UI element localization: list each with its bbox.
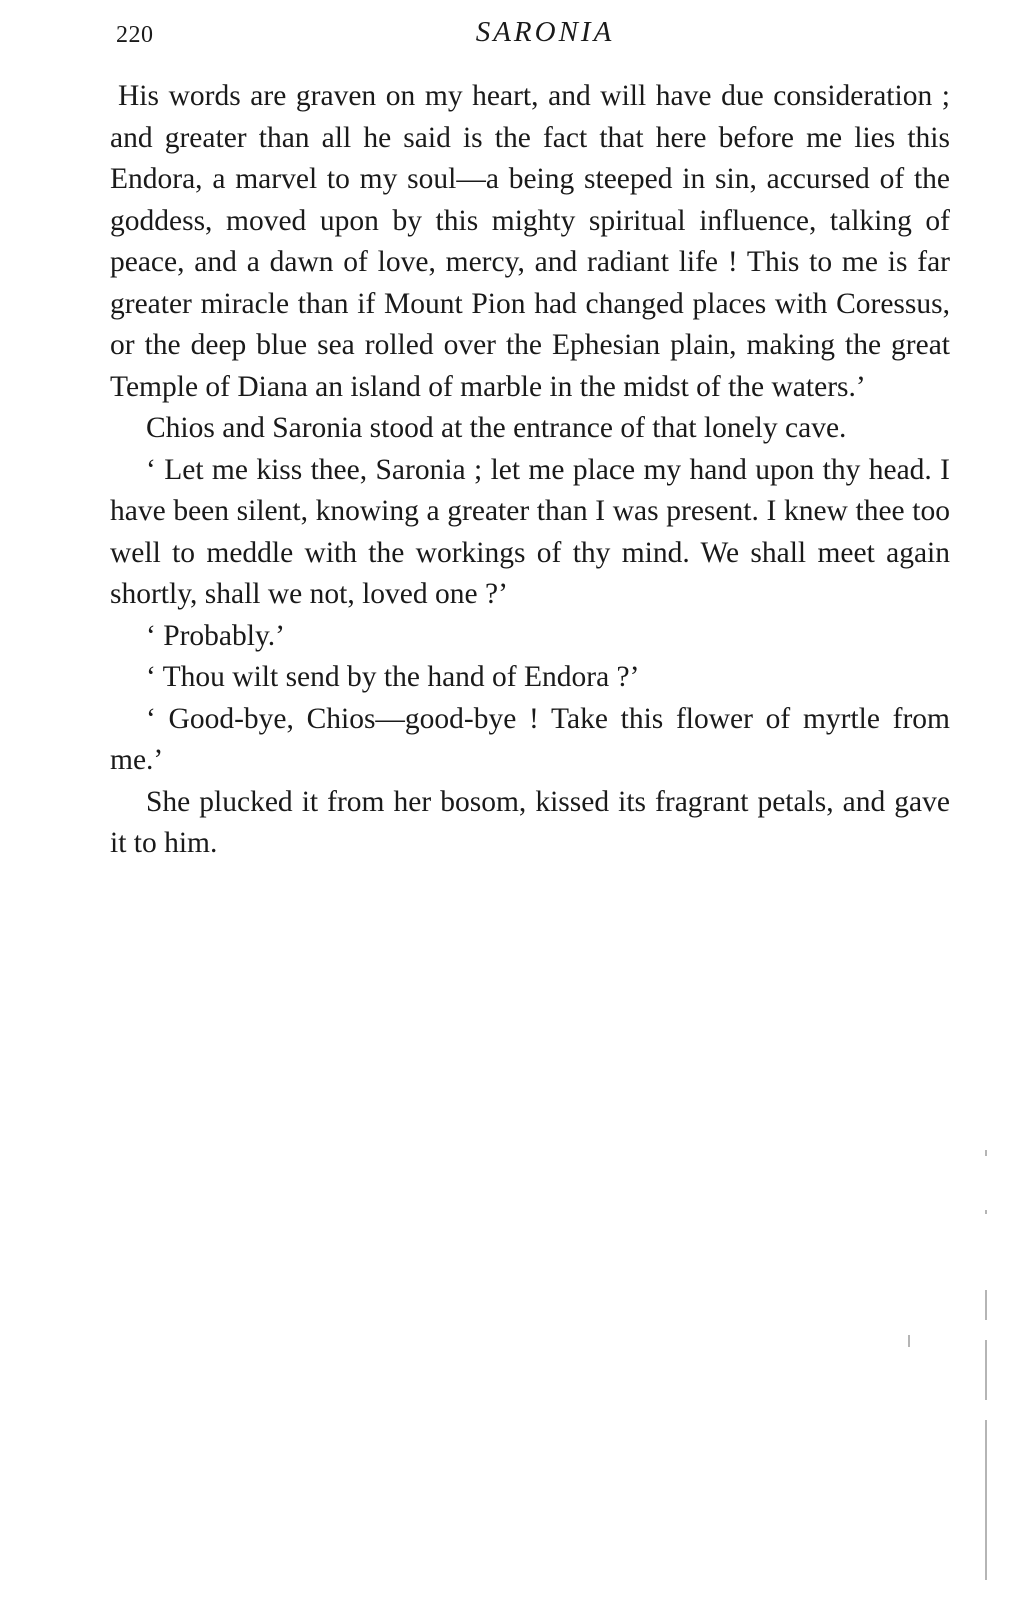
scan-artifact xyxy=(908,1335,910,1347)
page-number: 220 xyxy=(116,22,154,48)
scan-artifact xyxy=(985,1150,987,1156)
scan-artifact xyxy=(985,1290,987,1320)
paragraph: ‘ Probably.’ xyxy=(146,619,286,652)
paragraph: ‘ Let me kiss thee, Saronia ; let me place my hand upon thy head. I have been silent, knowing a greater than I was present. I knew thee too well to meddle with the workings of thy mind. We shall meet again shortly, shall we not, loved one ?’ xyxy=(110,453,950,610)
paragraph: Chios and Saronia stood at the entrance of that lonely cave. xyxy=(146,412,847,444)
paragraph: ‘ Thou wilt send by the hand of Endora ?’ xyxy=(146,661,640,693)
body-text xyxy=(110,76,950,865)
paragraph: ‘ Good-bye, Chios—good-bye ! Take this flower of myrtle from me.’ xyxy=(110,702,950,776)
page-header xyxy=(116,16,950,56)
scan-artifact xyxy=(985,1340,987,1400)
running-title: SARONIA xyxy=(475,16,615,48)
scan-artifact xyxy=(985,1420,987,1580)
paragraph: His words are graven on my heart, and will have due consideration ; and greater than all he said is the fact that here before me lies this Endora, a marvel to my soul—a being steeped in sin, accursed of the goddess, moved upon by this mighty spiritual influence, talking of peace, and a dawn of love, mercy, and radiant life ! This to me is far greater miracle than if Mount Pion had changed places with Coressus, or the deep blue sea rolled over the Ephesian plain, making the great Temple of Diana an island of marble in the midst of the waters.’ xyxy=(110,80,950,403)
scan-artifact xyxy=(985,1210,987,1214)
paragraph: She plucked it from her bosom, kissed its fragrant petals, and gave it to him. xyxy=(110,785,950,859)
